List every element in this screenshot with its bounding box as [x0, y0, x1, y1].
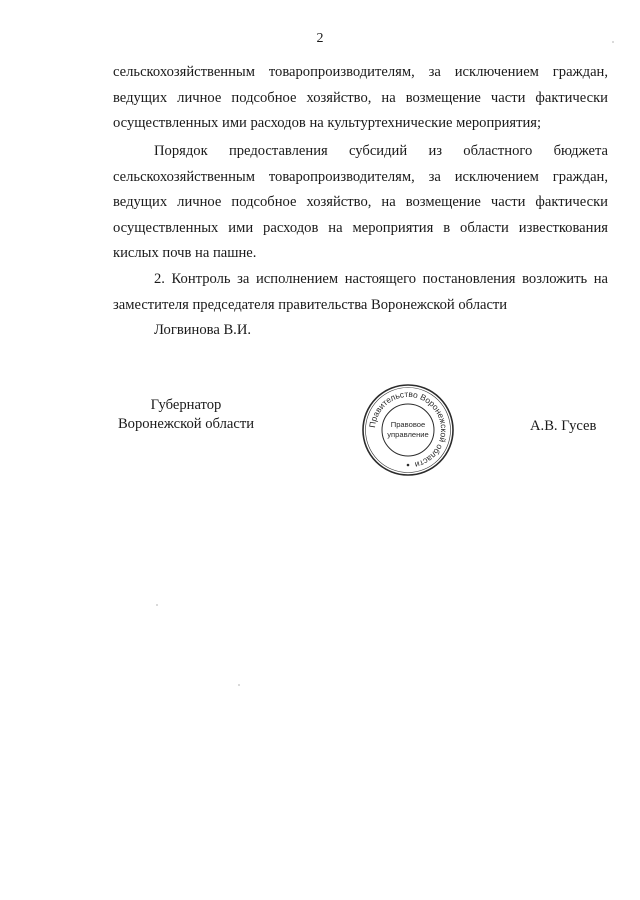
seal-graphic [360, 382, 456, 478]
official-seal [360, 382, 456, 478]
signature-title [106, 396, 266, 434]
paragraph-control [113, 267, 608, 344]
seal-outer-text: Правительство Воронежской области [367, 388, 450, 471]
paragraph-control-name: Логвинова В.И. [154, 322, 252, 339]
scan-speck [156, 604, 158, 606]
scan-speck [612, 41, 614, 43]
scan-speck [238, 684, 240, 686]
paragraph-control-text: 2. Контроль за исполнением настоящего постановления возложить на заместителя председателя правительства Воронежской области [113, 271, 608, 313]
paragraph-procedure: Порядок предоставления субсидий из областного бюджета сельскохозяйственным товаропроизводителям, за исключением граждан, ведущих личное подсобное хозяйство, на возмещение части фактически осуществленных ими расходов на мероприятия в области известкования кислых почв на пашне. [113, 143, 608, 262]
seal-inner-line1: Правовое [390, 420, 426, 429]
page-number: 2 [316, 31, 324, 46]
seal-inner-line2: управление [387, 430, 429, 439]
paragraph-continuation: сельскохозяйственным товаропроизводителям, за исключением граждан, ведущих личное подсобное хозяйство, на возмещение части фактически осуществленных ими расходов на культуртехнические мероприятия; [113, 64, 608, 132]
signature-title-line2: Воронежской области [117, 416, 255, 432]
signature-title-line1: Губернатор [150, 397, 222, 413]
seal-dot [407, 464, 410, 467]
signatory-name: А.В. Гусев [530, 418, 597, 434]
